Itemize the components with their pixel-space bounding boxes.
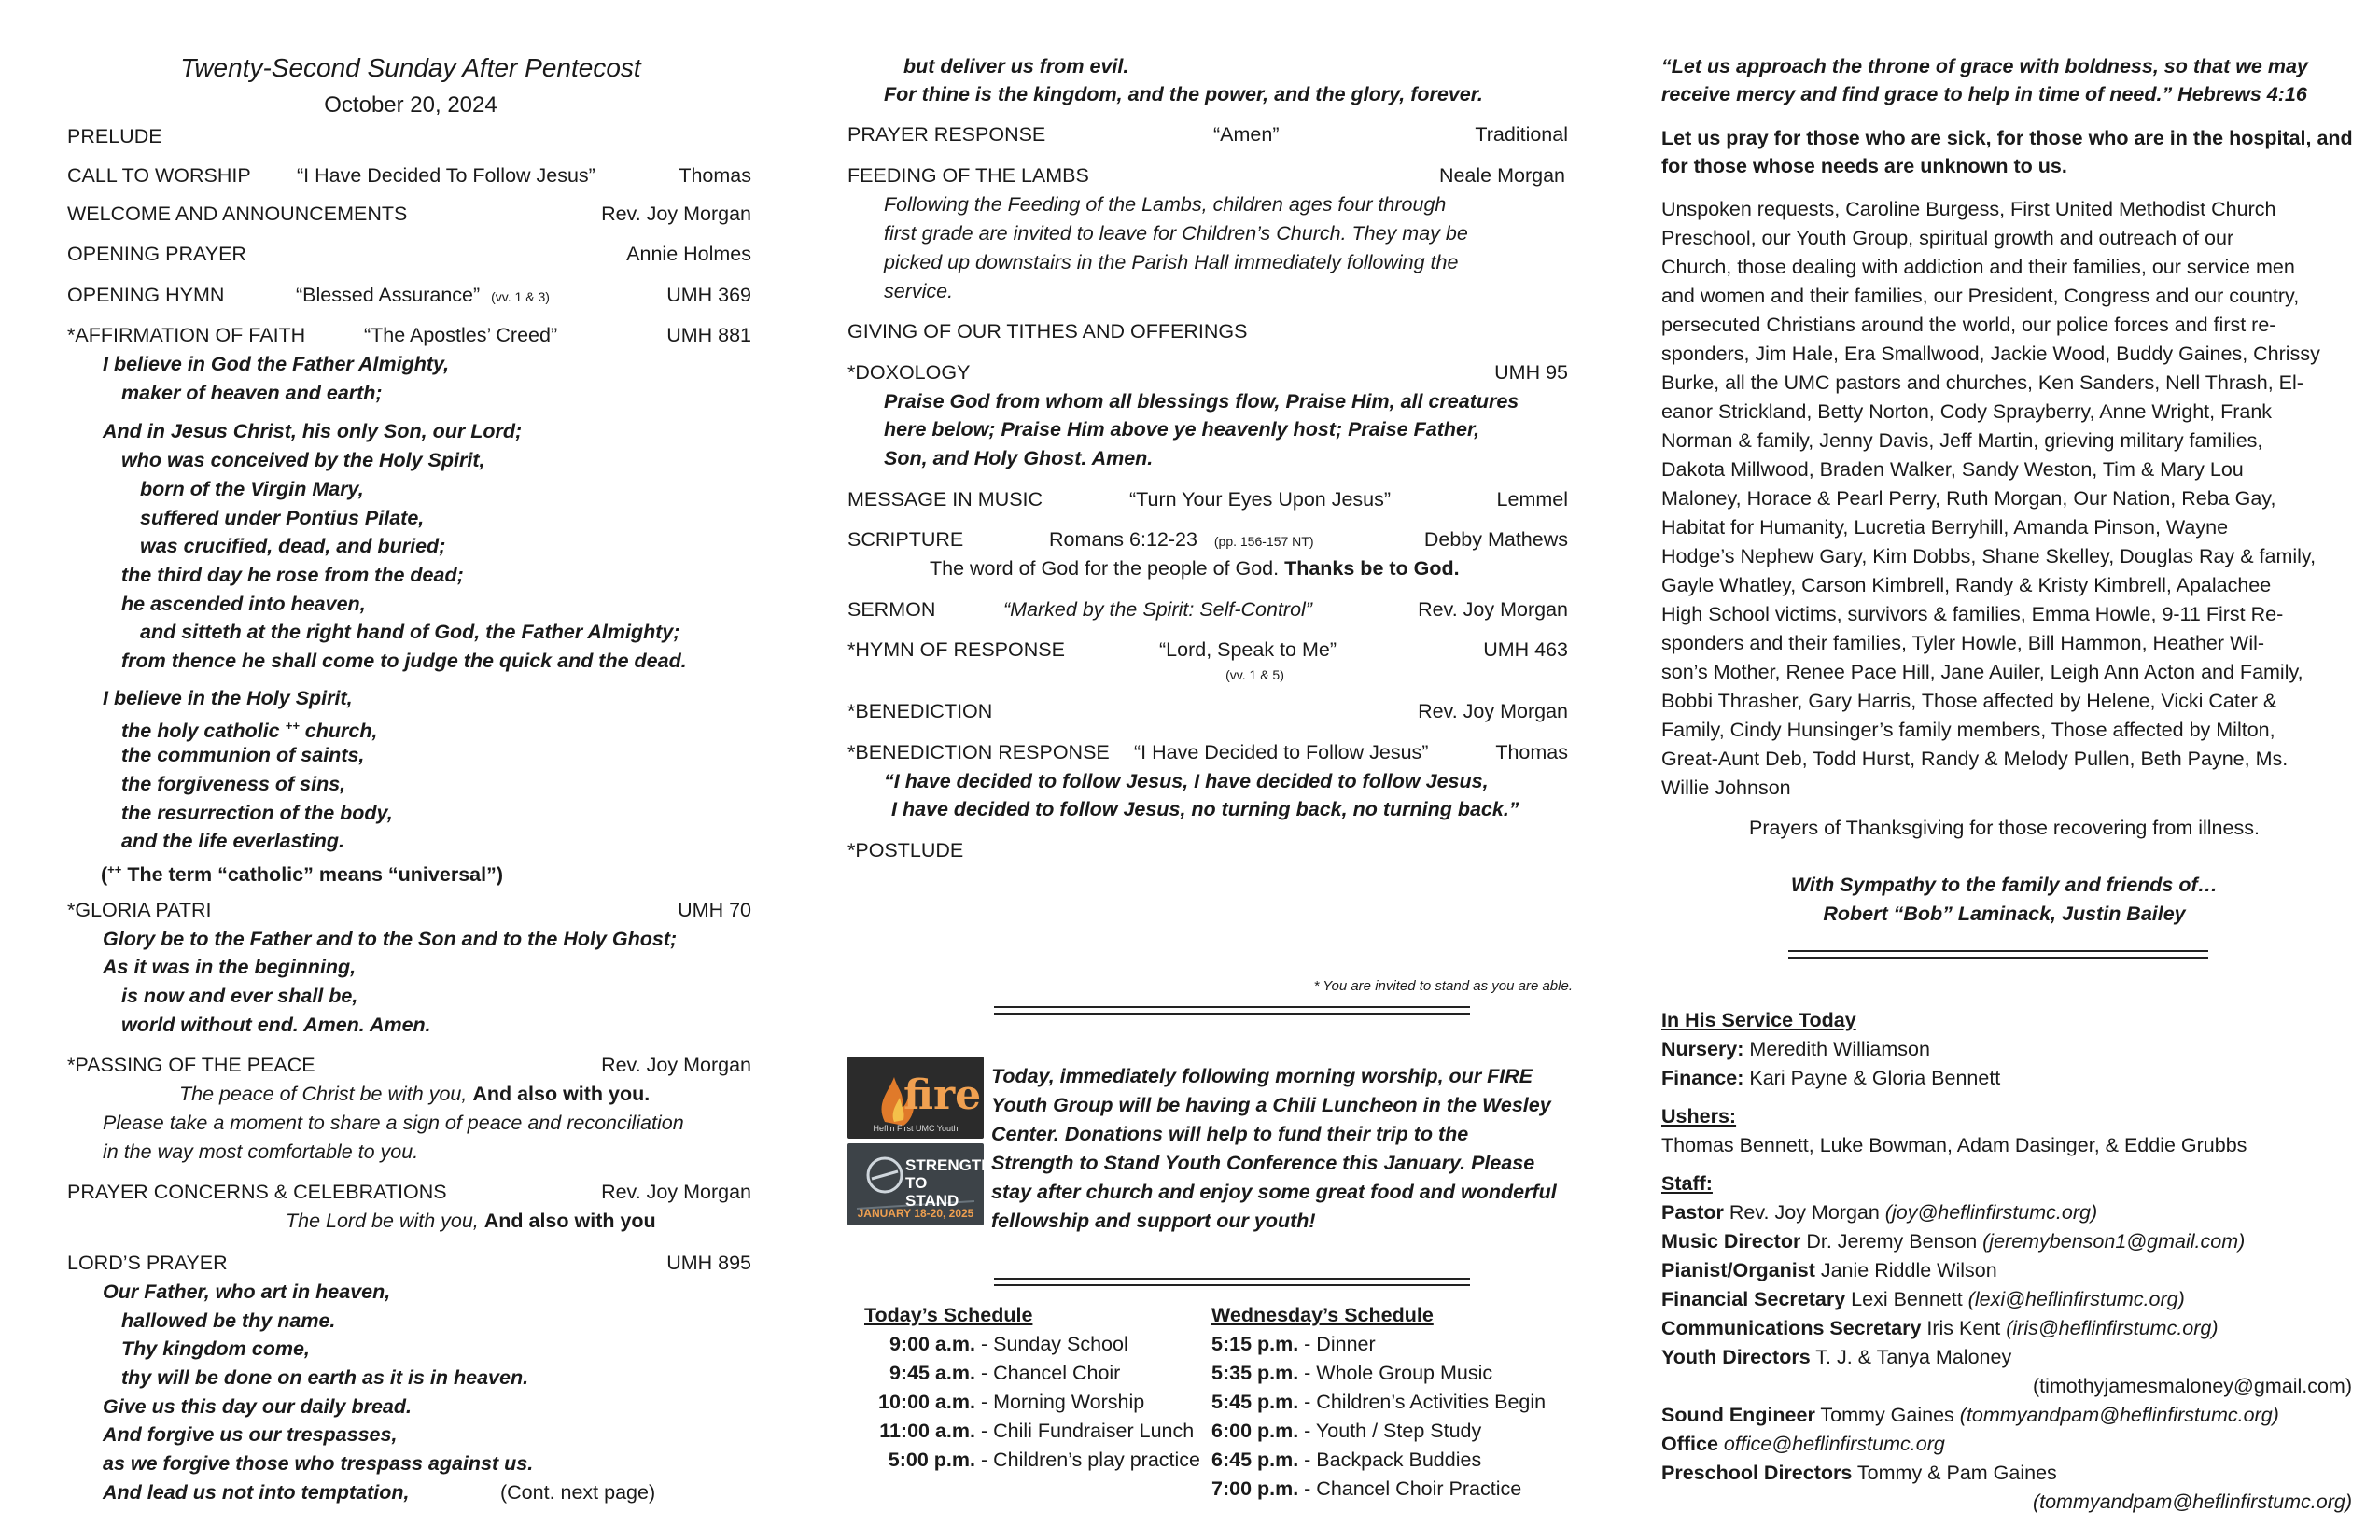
strength-to-stand-logo xyxy=(847,1143,993,1225)
sts-logo-date: JANUARY 18-20, 2025 xyxy=(857,1207,974,1220)
prayer-request-line: Habitat for Humanity, Lucretia Berryhill, Amanda Pinson, Wayne xyxy=(1661,516,2229,539)
opening-prayer-label: OPENING PRAYER xyxy=(67,243,246,265)
lords-prayer-line: thy will be done on earth as it is in heaven. xyxy=(121,1366,529,1389)
page-title: Twenty-Second Sunday After Pentecost xyxy=(180,53,641,82)
schedule-time: 5:45 p.m. xyxy=(1211,1391,1299,1413)
prayer-concerns-leader: Rev. Joy Morgan xyxy=(601,1181,751,1203)
concerns-response xyxy=(286,1209,656,1233)
ushers-heading: Ushers: xyxy=(1661,1105,1737,1127)
concerns-call: The Lord be with you, xyxy=(286,1210,484,1232)
peace-instructions: in the way most comfortable to you. xyxy=(103,1141,419,1163)
scripture-verse: “Let us approach the throne of grace with boldness, so that we may xyxy=(1661,55,2308,77)
passing-peace-label: *PASSING OF THE PEACE xyxy=(67,1054,315,1076)
call-to-worship-title: “I Have Decided To Follow Jesus” xyxy=(297,164,595,187)
feeding-lambs-leader: Neale Morgan xyxy=(1438,164,1565,187)
schedule-event: - Dinner xyxy=(1298,1333,1376,1355)
peace-call: The peace of Christ be with you, xyxy=(179,1083,473,1105)
youth-directors-email: (timothyjamesmaloney@gmail.com) xyxy=(2032,1375,2352,1397)
benediction-response-label: *BENEDICTION RESPONSE xyxy=(847,741,1110,763)
staff-name: Lexi Bennett xyxy=(1845,1288,1968,1310)
schedule-time: 9:45 a.m. xyxy=(889,1362,975,1384)
scripture-passage: Romans 6:12-23 xyxy=(1049,528,1197,551)
staff-name: Janie Riddle Wilson xyxy=(1814,1259,1997,1281)
nursery-label: Nursery: xyxy=(1661,1038,1744,1060)
schedule-time: 7:00 p.m. xyxy=(1211,1477,1299,1500)
fire-logo-subtitle: Heflin First UMC Youth xyxy=(873,1124,959,1133)
prayer-request-line: Church, those dealing with addiction and their families, our service men xyxy=(1661,256,2295,278)
tithes-label: GIVING OF OUR TITHES AND OFFERINGS xyxy=(847,320,1248,343)
gloria-line: is now and ever shall be, xyxy=(121,985,358,1007)
staff-name: Rev. Joy Morgan xyxy=(1723,1201,1885,1224)
sympathy-heading: With Sympathy to the family and friends of… xyxy=(1790,874,2219,896)
fire-announcement-line: Today, immediately following morning worship, our FIRE xyxy=(991,1065,1533,1087)
prayer-request-line: sponders and their families, Tyler Howle, Bill Hammon, Heather Wil- xyxy=(1661,632,2265,654)
affirmation-label: *AFFIRMATION OF FAITH xyxy=(67,324,306,346)
schedule-event: - Chili Fundraiser Lunch xyxy=(975,1420,1195,1442)
staff-name: T. J. & Tanya Maloney xyxy=(1810,1346,2012,1368)
gloria-line: Glory be to the Father and to the Son and to the Holy Ghost; xyxy=(103,928,678,950)
schedule-time: 11:00 a.m. xyxy=(879,1420,975,1442)
staff-row xyxy=(1661,1287,2185,1311)
staff-email: office@heflinfirstumc.org xyxy=(1717,1433,1945,1455)
schedule-row xyxy=(845,1448,1199,1472)
prelude-label: PRELUDE xyxy=(67,125,162,147)
doxology-line: here below; Praise Him above ye heavenly host; Praise Father, xyxy=(884,418,1480,441)
prayer-request-line: Unspoken requests, Caroline Burgess, First United Methodist Church xyxy=(1661,198,2276,220)
divider xyxy=(994,1006,1470,1008)
schedule-event: - Backpack Buddies xyxy=(1298,1449,1482,1471)
opening-hymn-title xyxy=(296,283,550,309)
hymn-response-label: *HYMN OF RESPONSE xyxy=(847,638,1065,661)
schedule-event: - Whole Group Music xyxy=(1298,1362,1493,1384)
staff-heading: Staff: xyxy=(1661,1172,1713,1195)
staff-role: Communications Secretary xyxy=(1661,1317,1922,1339)
creed-line: and the life everlasting. xyxy=(121,830,344,852)
staff-row xyxy=(1661,1229,2245,1253)
fire-announcement-line: Youth Group will be having a Chili Luncheon in the Wesley xyxy=(991,1094,1551,1116)
postlude-label: *POSTLUDE xyxy=(847,839,964,861)
creed-line: born of the Virgin Mary, xyxy=(140,478,364,500)
opening-hymn-label: OPENING HYMN xyxy=(67,284,225,306)
creed-line: who was conceived by the Holy Spirit, xyxy=(121,449,485,471)
lords-prayer-line: but deliver us from evil. xyxy=(903,55,1129,77)
prayer-request-line: and women and their families, our President, Congress and our country, xyxy=(1661,285,2300,307)
scripture-label: SCRIPTURE xyxy=(847,528,964,551)
divider xyxy=(1788,950,2208,952)
schedule-time: 6:45 p.m. xyxy=(1211,1449,1299,1471)
staff-email: (lexi@heflinfirstumc.org) xyxy=(1967,1288,2185,1310)
schedule-row xyxy=(1211,1361,1492,1385)
lords-prayer-line: And lead us not into temptation, xyxy=(103,1481,410,1504)
staff-name: Tommy & Pam Gaines xyxy=(1852,1462,2057,1484)
feeding-lambs-label: FEEDING OF THE LAMBS xyxy=(847,164,1089,187)
staff-role: Financial Secretary xyxy=(1661,1288,1846,1310)
staff-row xyxy=(1661,1403,2279,1427)
schedule-event: - Children’s Activities Begin xyxy=(1298,1391,1547,1413)
staff-role: Pastor xyxy=(1661,1201,1724,1224)
schedule-row xyxy=(1211,1448,1481,1472)
creed-line: suffered under Pontius Pilate, xyxy=(140,507,425,529)
staff-row xyxy=(1661,1345,2011,1369)
schedule-event: - Chancel Choir xyxy=(975,1362,1121,1384)
scripture-reference xyxy=(1049,527,1313,553)
prayer-intro: Let us pray for those who are sick, for those who are in the hospital, and xyxy=(1661,127,2353,149)
prayer-response-label: PRAYER RESPONSE xyxy=(847,123,1046,146)
schedule-event: - Chancel Choir Practice xyxy=(1298,1477,1522,1500)
fire-announcement-line: stay after church and enjoy some great food and wonderful xyxy=(991,1181,1557,1203)
hymn-response-verses: (vv. 1 & 5) xyxy=(1225,667,1284,682)
call-to-worship-label: CALL TO WORSHIP xyxy=(67,164,251,187)
divider xyxy=(994,1013,1470,1015)
footnote-mark: ++ xyxy=(107,862,122,876)
peace-instructions: Please take a moment to share a sign of peace and reconciliation xyxy=(103,1112,684,1134)
prayer-request-line: Burke, all the UMC pastors and churches, Ken Sanders, Nell Thrash, El- xyxy=(1661,371,2303,394)
doxology-label: *DOXOLOGY xyxy=(847,361,971,384)
ushers-list: Thomas Bennett, Luke Bowman, Adam Dasinger, & Eddie Grubbs xyxy=(1661,1134,2247,1156)
staff-row xyxy=(1661,1316,2219,1340)
finance-row xyxy=(1661,1066,2000,1090)
prayer-request-line: Bobbi Thrasher, Gary Harris, Those affected by Helene, Vicki Cater & xyxy=(1661,690,2277,712)
schedule-time: 5:35 p.m. xyxy=(1211,1362,1299,1384)
prayer-request-line: sponders, Jim Hale, Era Smallwood, Jackie Wood, Buddy Gaines, Chrissy xyxy=(1661,343,2320,365)
doxology-number: UMH 95 xyxy=(1494,361,1568,384)
wednesday-schedule-heading: Wednesday’s Schedule xyxy=(1211,1304,1434,1326)
creed-line: I believe in the Holy Spirit, xyxy=(103,687,353,709)
staff-name: Iris Kent xyxy=(1921,1317,2007,1339)
opening-hymn-verses: (vv. 1 & 3) xyxy=(491,289,550,304)
prayer-request-line: Willie Johnson xyxy=(1661,777,1791,799)
sermon-leader: Rev. Joy Morgan xyxy=(1418,598,1568,621)
benediction-label: *BENEDICTION xyxy=(847,700,993,722)
schedule-row xyxy=(845,1361,1199,1385)
doxology-line: Praise God from whom all blessings flow, Praise Him, all creatures xyxy=(884,390,1519,413)
prayer-response-title: “Amen” xyxy=(1213,123,1280,146)
lords-prayer-line: Our Father, who art in heaven, xyxy=(103,1281,391,1303)
footnote-text: The term “catholic” means “universal”) xyxy=(121,863,503,887)
nursery-row xyxy=(1661,1037,1930,1061)
welcome-label: WELCOME AND ANNOUNCEMENTS xyxy=(67,203,408,225)
fire-announcement-line: fellowship and support our youth! xyxy=(991,1210,1316,1232)
footnote-paren: ( xyxy=(101,863,108,887)
creed-line: the forgiveness of sins, xyxy=(121,773,346,795)
creed-line: I believe in God the Father Almighty, xyxy=(103,353,450,375)
creed-line: from thence he shall come to judge the quick and the dead. xyxy=(121,650,687,672)
prayer-request-line: Gayle Whatley, Carson Kimbrell, Randy & Kristy Kimbrell, Apalachee xyxy=(1661,574,2272,596)
divider xyxy=(1788,957,2208,959)
schedule-row xyxy=(1211,1390,1546,1414)
opening-hymn-name: “Blessed Assurance” xyxy=(296,284,481,306)
stand-note: * You are invited to stand as you are able. xyxy=(1313,978,1573,994)
prayer-request-line: High School victims, survivors & families, Emma Howle, 9-11 First Re- xyxy=(1661,603,2284,625)
prayer-request-line: Preschool, our Youth Group, spiritual growth and outreach of our xyxy=(1661,227,2234,249)
staff-row xyxy=(1661,1461,2057,1485)
continued-note: (Cont. next page) xyxy=(500,1481,656,1504)
divider xyxy=(994,1284,1470,1286)
message-music-author: Lemmel xyxy=(1496,488,1568,511)
lords-prayer-line: And forgive us our trespasses, xyxy=(103,1423,398,1446)
creed-line: he ascended into heaven, xyxy=(121,593,366,615)
peace-reply: And also with you. xyxy=(472,1083,651,1105)
staff-email: (iris@heflinfirstumc.org) xyxy=(2006,1317,2219,1339)
affirmation-title: “The Apostles’ Creed” xyxy=(364,324,558,346)
benediction-response-line: I have decided to follow Jesus, no turning back, no turning back.” xyxy=(891,798,1519,820)
prayer-request-line: eanor Strickland, Betty Norton, Cody Sprayberry, Anne Wright, Frank xyxy=(1661,400,2273,423)
staff-role: Music Director xyxy=(1661,1230,1801,1253)
sympathy-names: Robert “Bob” Laminack, Justin Bailey xyxy=(1823,903,2186,925)
gloria-number: UMH 70 xyxy=(678,899,751,921)
sts-logo-line: STRENGTH xyxy=(905,1156,993,1174)
schedule-time: 10:00 a.m. xyxy=(878,1391,975,1413)
gloria-line: As it was in the beginning, xyxy=(103,956,357,978)
staff-email: (tommyandpam@heflinfirstumc.org) xyxy=(1959,1404,2279,1426)
staff-role: Preschool Directors xyxy=(1661,1462,1853,1484)
schedule-time: 9:00 a.m. xyxy=(889,1333,975,1355)
today-schedule-heading: Today’s Schedule xyxy=(864,1304,1033,1326)
schedule-time: 5:00 p.m. xyxy=(888,1449,975,1471)
schedule-row xyxy=(845,1390,1199,1414)
fire-announcement-line: Strength to Stand Youth Conference this January. Please xyxy=(991,1152,1535,1174)
prayer-response-source: Traditional xyxy=(1475,123,1568,146)
staff-email: (joy@heflinfirstumc.org) xyxy=(1884,1201,2098,1224)
benediction-response-title: “I Have Decided to Follow Jesus” xyxy=(1134,741,1429,763)
creed-line: and sitteth at the right hand of God, the Father Almighty; xyxy=(140,621,680,643)
lords-prayer-line: Thy kingdom come, xyxy=(121,1337,310,1360)
prayer-request-line: Hodge’s Nephew Gary, Kim Dobbs, Shane Skelley, Douglas Ray & family, xyxy=(1661,545,2317,567)
preschool-directors-email: (tommyandpam@heflinfirstumc.org) xyxy=(2032,1491,2352,1513)
staff-row xyxy=(1661,1258,1997,1282)
schedule-time: 6:00 p.m. xyxy=(1211,1420,1299,1442)
doxology-line: Son, and Holy Ghost. Amen. xyxy=(884,447,1154,469)
schedule-row xyxy=(845,1332,1199,1356)
staff-name: Tommy Gaines xyxy=(1814,1404,1960,1426)
sermon-title: “Marked by the Spirit: Self-Control” xyxy=(1003,598,1312,621)
gloria-label: *GLORIA PATRI xyxy=(67,899,212,921)
prayer-concerns-label: PRAYER CONCERNS & CELEBRATIONS xyxy=(67,1181,447,1203)
lords-prayer-line: For thine is the kingdom, and the power, and the glory, forever. xyxy=(884,83,1483,105)
divider xyxy=(994,1278,1470,1280)
fire-youth-logo xyxy=(847,1057,984,1139)
lords-prayer-line: Give us this day our daily bread. xyxy=(103,1395,412,1418)
welcome-leader: Rev. Joy Morgan xyxy=(601,203,751,225)
prayer-request-line: Norman & family, Jenny Davis, Jeff Martin, grieving military families, xyxy=(1661,429,2263,452)
lambs-text: service. xyxy=(884,280,954,302)
prayer-request-line: son’s Mother, Renee Pace Hill, Jane Auiler, Leigh Ann Acton and Family, xyxy=(1661,661,2303,683)
prayer-request-line: Maloney, Horace & Pearl Perry, Ruth Morgan, Our Nation, Reba Gay, xyxy=(1661,487,2276,510)
creed-superscript: ++ xyxy=(285,719,300,733)
passing-peace-leader: Rev. Joy Morgan xyxy=(601,1054,751,1076)
opening-prayer-leader: Annie Holmes xyxy=(626,243,751,265)
lords-prayer-line: hallowed be thy name. xyxy=(121,1309,336,1332)
catholic-footnote xyxy=(101,858,503,887)
schedule-event: - Children’s play practice xyxy=(975,1449,1200,1471)
lords-prayer-number: UMH 895 xyxy=(666,1252,751,1274)
schedule-row xyxy=(845,1419,1199,1443)
prayer-request-line: Dakota Millwood, Braden Walker, Sandy Weston, Tim & Mary Lou xyxy=(1661,458,2244,481)
lambs-text: Following the Feeding of the Lambs, children ages four through xyxy=(884,193,1447,216)
scripture-call: The word of God for the people of God. xyxy=(930,557,1285,580)
prayer-request-line: persecuted Christians around the world, our police forces and first re- xyxy=(1661,314,2276,336)
schedule-event: - Youth / Step Study xyxy=(1298,1420,1482,1442)
schedule-event: - Sunday School xyxy=(975,1333,1128,1355)
finance-value: Kari Payne & Gloria Bennett xyxy=(1743,1067,2001,1089)
sermon-label: SERMON xyxy=(847,598,936,621)
scripture-verse: receive mercy and find grace to help in time of need.” Hebrews 4:16 xyxy=(1661,83,2307,105)
message-music-title: “Turn Your Eyes Upon Jesus” xyxy=(1129,488,1392,511)
lords-prayer-line: as we forgive those who trespass against us. xyxy=(103,1452,534,1475)
schedule-time: 5:15 p.m. xyxy=(1211,1333,1299,1355)
scripture-pages: (pp. 156-157 NT) xyxy=(1213,534,1314,549)
schedule-row xyxy=(1211,1332,1376,1356)
hymn-response-number: UMH 463 xyxy=(1483,638,1568,661)
fire-logo-text: fire xyxy=(903,1071,982,1119)
creed-line: maker of heaven and earth; xyxy=(121,382,383,404)
scripture-response xyxy=(930,556,1460,581)
prayer-request-line: Family, Cindy Hunsinger’s family members, Those affected by Milton, xyxy=(1661,719,2275,741)
lords-prayer-label: LORD’S PRAYER xyxy=(67,1252,228,1274)
staff-role: Youth Directors xyxy=(1661,1346,1811,1368)
staff-role: Pianist/Organist xyxy=(1661,1259,1815,1281)
service-date: October 20, 2024 xyxy=(324,92,497,118)
sts-logo-line: TO STAND xyxy=(905,1174,959,1210)
staff-row xyxy=(1661,1432,1945,1456)
staff-role: Sound Engineer xyxy=(1661,1404,1815,1426)
schedule-event: - Morning Worship xyxy=(975,1391,1145,1413)
creed-line: And in Jesus Christ, his only Son, our Lord; xyxy=(103,420,523,442)
schedule-row xyxy=(1211,1419,1481,1443)
creed-line: the communion of saints, xyxy=(121,744,365,766)
prayer-intro: for those whose needs are unknown to us. xyxy=(1661,155,2067,177)
schedule-row xyxy=(1211,1477,1521,1501)
message-music-label: MESSAGE IN MUSIC xyxy=(847,488,1043,511)
creed-line: was crucified, dead, and buried; xyxy=(140,535,446,557)
lambs-text: first grade are invited to leave for Children’s Church. They may be xyxy=(884,222,1468,245)
benediction-leader: Rev. Joy Morgan xyxy=(1418,700,1568,722)
creed-line: the third day he rose from the dead; xyxy=(121,564,464,586)
service-heading: In His Service Today xyxy=(1661,1009,1856,1031)
staff-role: Office xyxy=(1661,1433,1718,1455)
creed-text: church, xyxy=(299,720,378,743)
prayer-request-line: Great-Aunt Deb, Todd Hurst, Randy & Melody Pullen, Beth Payne, Ms. xyxy=(1661,748,2289,770)
creed-text: the holy catholic xyxy=(121,720,286,743)
affirmation-number: UMH 881 xyxy=(666,324,751,346)
opening-hymn-number: UMH 369 xyxy=(666,284,751,306)
scripture-reply: Thanks be to God. xyxy=(1284,557,1460,580)
lambs-text: picked up downstairs in the Parish Hall immediately following the xyxy=(884,251,1459,273)
benediction-response-leader: Thomas xyxy=(1495,741,1568,763)
call-to-worship-leader: Thomas xyxy=(679,164,751,187)
staff-row xyxy=(1661,1200,2097,1225)
staff-email: (jeremybenson1@gmail.com) xyxy=(1982,1230,2246,1253)
gloria-line: world without end. Amen. Amen. xyxy=(121,1014,431,1036)
creed-line: the resurrection of the body, xyxy=(121,802,393,824)
hymn-response-title: “Lord, Speak to Me” xyxy=(1159,638,1337,661)
concerns-reply: And also with you xyxy=(483,1210,656,1232)
benediction-response-line: “I have decided to follow Jesus, I have decided to follow Jesus, xyxy=(884,770,1489,792)
scripture-reader: Debby Mathews xyxy=(1423,528,1568,551)
nursery-value: Meredith Williamson xyxy=(1743,1038,1930,1060)
staff-name: Dr. Jeremy Benson xyxy=(1800,1230,1983,1253)
peace-response xyxy=(179,1082,650,1106)
creed-line xyxy=(121,714,377,743)
fire-announcement-line: Center. Donations will help to fund their trip to the xyxy=(991,1123,1469,1145)
thanksgiving-note: Prayers of Thanksgiving for those recovering from illness. xyxy=(1749,817,2260,839)
finance-label: Finance: xyxy=(1661,1067,1744,1089)
